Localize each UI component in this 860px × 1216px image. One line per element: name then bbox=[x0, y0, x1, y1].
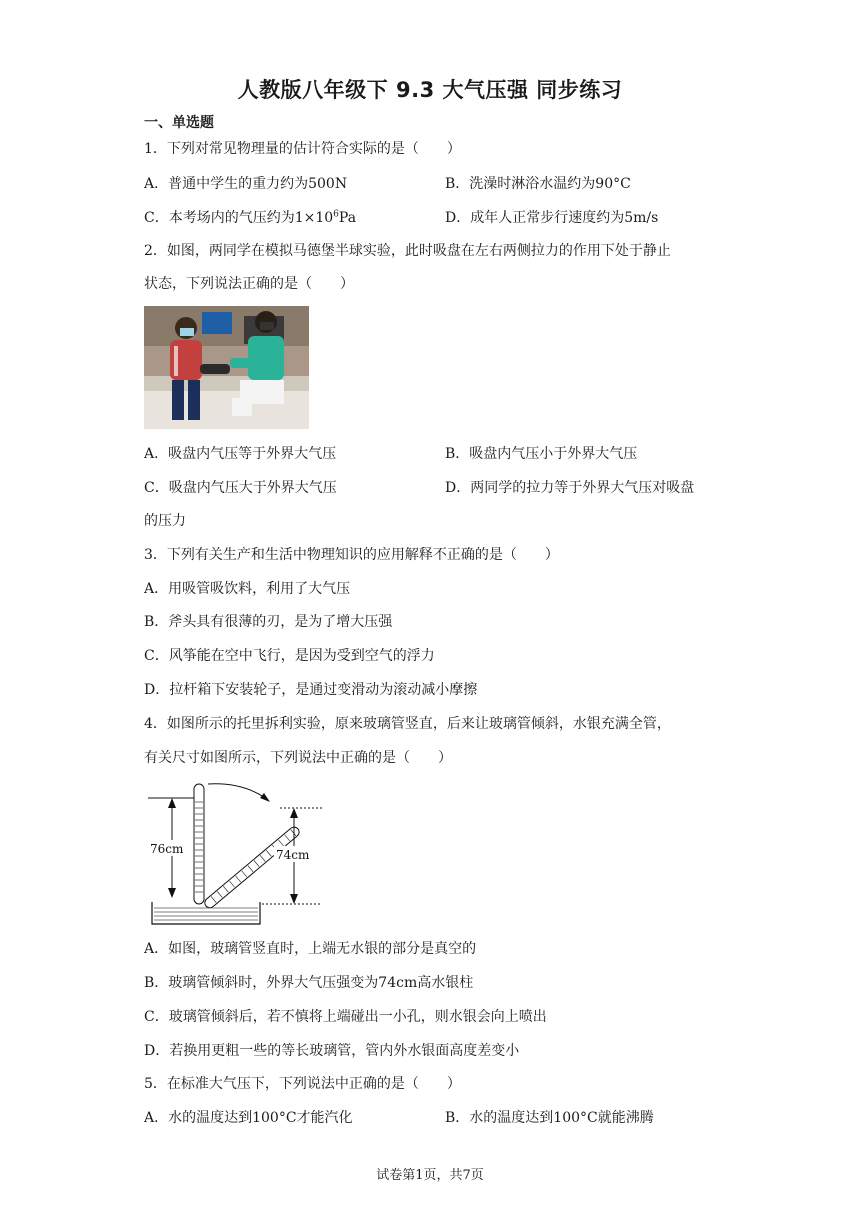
question-3-option-b: B．斧头具有很薄的刃，是为了增大压强 bbox=[144, 614, 393, 630]
section-heading: 一、单选题 bbox=[144, 115, 214, 131]
question-1-option-a: A．普通中学生的重力约为500N bbox=[144, 176, 348, 192]
question-2-stem-line1: 2．如图，两同学在模拟马德堡半球实验，此时吸盘在左右两侧拉力的作用下处于静止 bbox=[144, 243, 671, 259]
question-2-stem-line2: 状态，下列说法正确的是（ ） bbox=[144, 276, 354, 292]
question-5-option-a: A．水的温度达到100°C才能汽化 bbox=[144, 1110, 353, 1126]
torricelli-diagram bbox=[144, 778, 324, 928]
question-5-option-b: B．水的温度达到100°C就能沸腾 bbox=[445, 1110, 654, 1126]
question-1-option-c: C．本考场内的气压约为$1\times 10^6Pa$ bbox=[144, 209, 357, 226]
question-4-stem-line2: 有关尺寸如图所示，下列说法中正确的是（ ） bbox=[144, 750, 452, 766]
question-2-option-a: A．吸盘内气压等于外界大气压 bbox=[144, 446, 337, 462]
label-74cm: 74cm bbox=[276, 848, 310, 862]
question-4-stem-line1: 4．如图所示的托里拆利实验，原来玻璃管竖直，后来让玻璃管倾斜，水银充满全管， bbox=[144, 716, 671, 732]
question-3-option-c: C．风筝能在空中飞行，是因为受到空气的浮力 bbox=[144, 648, 435, 664]
label-76cm: 76cm bbox=[150, 842, 184, 856]
question-1-option-d: D．成年人正常步行速度约为5m/s bbox=[445, 210, 659, 226]
question-5-stem: 5．在标准大气压下，下列说法中正确的是（ ） bbox=[144, 1076, 461, 1092]
question-4-option-a: A．如图，玻璃管竖直时，上端无水银的部分是真空的 bbox=[144, 941, 477, 957]
question-3-option-d: D．拉杆箱下安装轮子，是通过变滑动为滚动减小摩擦 bbox=[144, 682, 478, 698]
question-4-option-d: D．若换用更粗一些的等长玻璃管，管内外水银面高度差变小 bbox=[144, 1043, 520, 1059]
question-2-option-d: D．两同学的拉力等于外界大气压对吸盘 bbox=[445, 480, 695, 496]
magdeburg-experiment-photo bbox=[144, 306, 309, 429]
question-1-stem: 1．下列对常见物理量的估计符合实际的是（ ） bbox=[144, 141, 461, 157]
question-2-option-d-cont: 的压力 bbox=[144, 513, 186, 529]
page-footer: 试卷第1页，共7页 bbox=[376, 1168, 484, 1183]
question-2-option-c: C．吸盘内气压大于外界大气压 bbox=[144, 480, 337, 496]
question-2-option-b: B．吸盘内气压小于外界大气压 bbox=[445, 446, 638, 462]
question-3-option-a: A．用吸管吸饮料，利用了大气压 bbox=[144, 581, 351, 597]
question-4-option-c: C．玻璃管倾斜后，若不慎将上端碰出一小孔，则水银会向上喷出 bbox=[144, 1009, 547, 1025]
question-1-option-b: B．洗澡时淋浴水温约为90°C bbox=[445, 176, 631, 192]
page-title: 人教版八年级下 9.3 大气压强 同步练习 bbox=[237, 78, 623, 102]
question-3-stem: 3．下列有关生产和生活中物理知识的应用解释不正确的是（ ） bbox=[144, 547, 559, 563]
question-4-option-b: B．玻璃管倾斜时，外界大气压强变为74cm高水银柱 bbox=[144, 975, 474, 991]
